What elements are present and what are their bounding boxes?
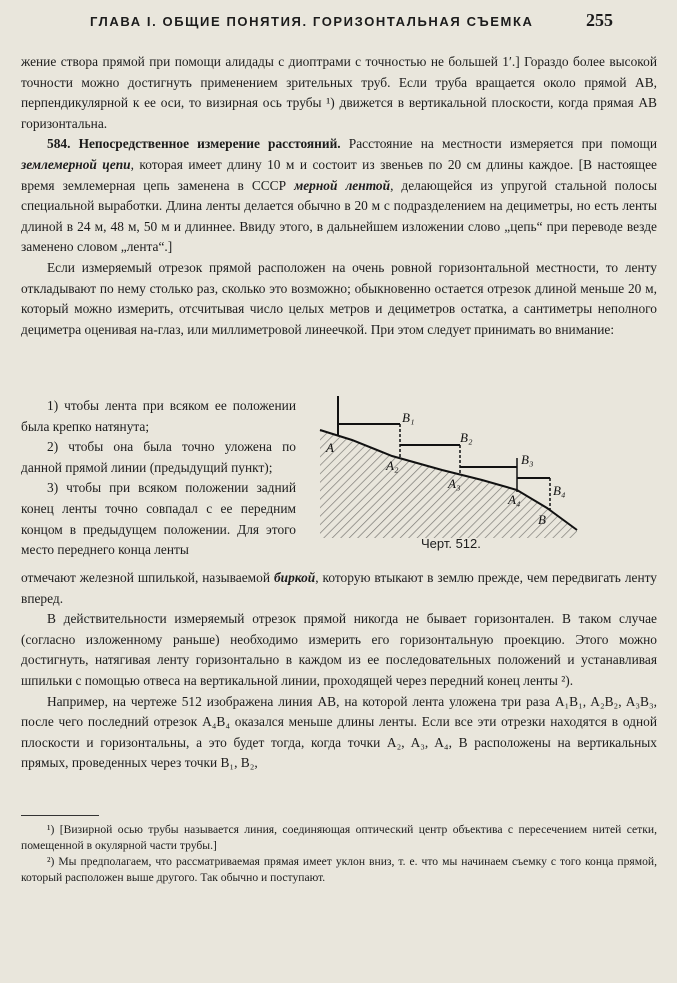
label-a3: A₃: [448, 476, 461, 491]
list-item-2: 2) чтобы она была точно уложена по данной прямой линии (предыдущий пункт);: [21, 439, 296, 475]
text-run: Расстояние на местности измеряется при помощи: [340, 136, 657, 152]
paragraph-3: Если измеряемый отрезок прямой расположен на очень ровной горизонтальной местности, то ленту откладывают по нему столько раз, сколько это возможно; обыкновенно остается отрезок длиной меньше 20 м, который можно измерить, отсчитывая число целых метров и дециметров остатка, а сантиметры неполного дециметра оценивая на-глаз, или миллиметровой линеечкой. При этом следует принимать во внимание:: [21, 259, 657, 337]
label-b4: B₄: [553, 483, 566, 498]
term-surveyor-chain: землемерной цепи: [21, 156, 131, 172]
text-run: , которую втыкают в землю прежде, чем передвигать ленту вперед.: [21, 570, 658, 606]
label-b1: B₁: [402, 410, 415, 425]
footnote-2: ²) Мы предполагаем, что рассматриваемая прямая имеет уклон вниз, т. е. что мы начинаем съемку с того конца прямой, который расположен выше другого. Так обычно и поступают.: [21, 855, 657, 884]
footnote-1: ¹) [Визирной осью трубы называется линия, соединяющая оптический центр объектива с пересечением нитей сетки, помещенной в окулярной части трубы.]: [21, 823, 657, 852]
label-a: A: [326, 440, 334, 455]
footnote-rule: [21, 815, 99, 816]
list-item-3: 3) чтобы при всяком положении задний конец ленты точно совпадал с ее передним концом в предыдущем положении. Для этого место переднего конца ленты: [21, 480, 296, 558]
label-a4: A₄: [508, 492, 521, 507]
label-b: B: [538, 512, 546, 527]
label-b2: B₂: [460, 430, 473, 445]
figure-caption: Черт. 512.: [421, 536, 481, 551]
text-run: , делающейся из упругой стальной полосы специальной выработки. Длина ленты делается обычно в 20 м с подразделением на дециметры, но есть ленты длиной в 24 м, 48 м, 50 м и длиннее. Ввиду этого, в дальнейшем изложении слово „цепь“ при переводе везде заменено словом „лента“.]: [21, 177, 657, 255]
list-item-1: 1) чтобы лента при всяком ее положении была крепко натянута;: [21, 398, 296, 434]
section-heading: 584. Непосредственное измерение расстояний.: [47, 136, 341, 152]
wrapped-list: [21, 396, 296, 561]
paragraph-584: [21, 134, 657, 258]
paragraph-6: Например, на чертеже 512 изображена линия AB, на которой лента уложена три раза A₁B₁, A₂B₂, A₃B₃, после чего последний отрезок A₄B₄ оказался меньше длины ленты. Если все эти отрезки находятся в одной плоскости и горизонтальны, а это будет тогда, когда точки A₂, A₃, A₄, B расположены на вертикальных прямых, проведенных через точки B₁, B₂,: [21, 693, 657, 771]
text-run: , которая имеет длину 10 м и состоит из звеньев по 20 см длины каждое. [В настоящее время землемерная цепь заменена в СССР: [21, 156, 657, 193]
footnotes: [21, 822, 657, 886]
term-measuring-tape: мерной лентой: [294, 177, 391, 193]
main-text-bottom: [21, 568, 657, 774]
label-b3: B₃: [521, 452, 534, 467]
slope-diagram: [312, 388, 582, 538]
page-number: 255: [586, 10, 613, 30]
running-title: ГЛАВА І. ОБЩИЕ ПОНЯТИЯ. ГОРИЗОНТАЛЬНАЯ СЪЕМКА: [90, 14, 534, 29]
paragraph-4: [21, 568, 657, 609]
label-a2: A₂: [386, 458, 399, 473]
term-birka: биркой: [273, 570, 316, 585]
main-text-top: [21, 52, 657, 340]
paragraph-5: В действительности измеряемый отрезок прямой никогда не бывает горизонтален. В таком случае (согласно изложенному раньше) необходимо измерить его горизонтальную проекцию. Этого можно достигнуть, натягивая ленту горизонтально в каждом из ее последовательных положений и устанавливая шпильки с помощью отвеса на вертикальной линии, проходящей через передний конец ленты ²).: [21, 611, 657, 688]
paragraph-1: жение створа прямой при помощи алидады с диоптрами с точностью не большей 1′.] Гораздо более высокой точности можно достигнуть применением зрительных труб. Если труба вращается около прямой AB, перпендикулярной к ее оси, то визирная ось трубы ¹) движется в вертикальной плоскости, когда прямая AB горизонтальна.: [21, 54, 657, 131]
text-run: отмечают железной шпилькой, называемой: [21, 570, 274, 585]
